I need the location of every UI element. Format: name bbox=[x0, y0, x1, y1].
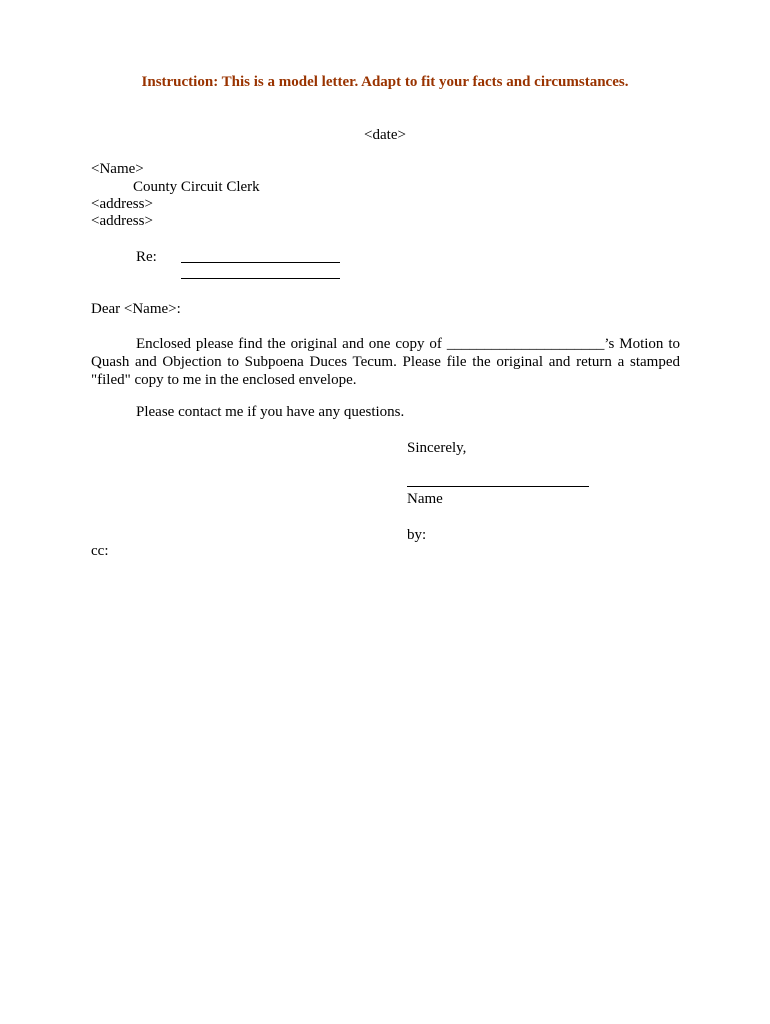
recipient-address-line-2: <address> bbox=[91, 213, 153, 229]
re-blank-line-2 bbox=[181, 278, 340, 279]
body-paragraph-1-end: ’s Motion to Quash and Objection to Subpoena Duces Tecum. Please file the original and return a stamped "filed" copy to me in the enclosed envelope. bbox=[91, 336, 680, 388]
salutation: Dear <Name>: bbox=[91, 301, 181, 317]
signature-line bbox=[407, 486, 589, 487]
recipient-name: <Name> bbox=[91, 161, 144, 177]
re-label: Re: bbox=[136, 249, 157, 265]
closing-by: by: bbox=[407, 527, 427, 543]
recipient-title: County Circuit Clerk bbox=[133, 179, 260, 195]
closing-name: Name bbox=[407, 491, 443, 507]
body-paragraph-1 bbox=[91, 335, 680, 389]
recipient-address-line-1: <address> bbox=[91, 196, 153, 212]
cc-label: cc: bbox=[91, 543, 109, 559]
re-blank-line-1 bbox=[181, 262, 340, 263]
body-paragraph-1-start: Enclosed please find the original and one copy of bbox=[136, 336, 447, 352]
party-name-blank: _____________________ bbox=[446, 336, 605, 352]
body-paragraph-2: Please contact me if you have any questions. bbox=[136, 404, 405, 420]
instruction-text: Instruction: This is a model letter. Adapt to fit your facts and circumstances. bbox=[141, 74, 629, 90]
date-placeholder: <date> bbox=[364, 127, 406, 143]
closing-sincerely: Sincerely, bbox=[407, 440, 467, 456]
